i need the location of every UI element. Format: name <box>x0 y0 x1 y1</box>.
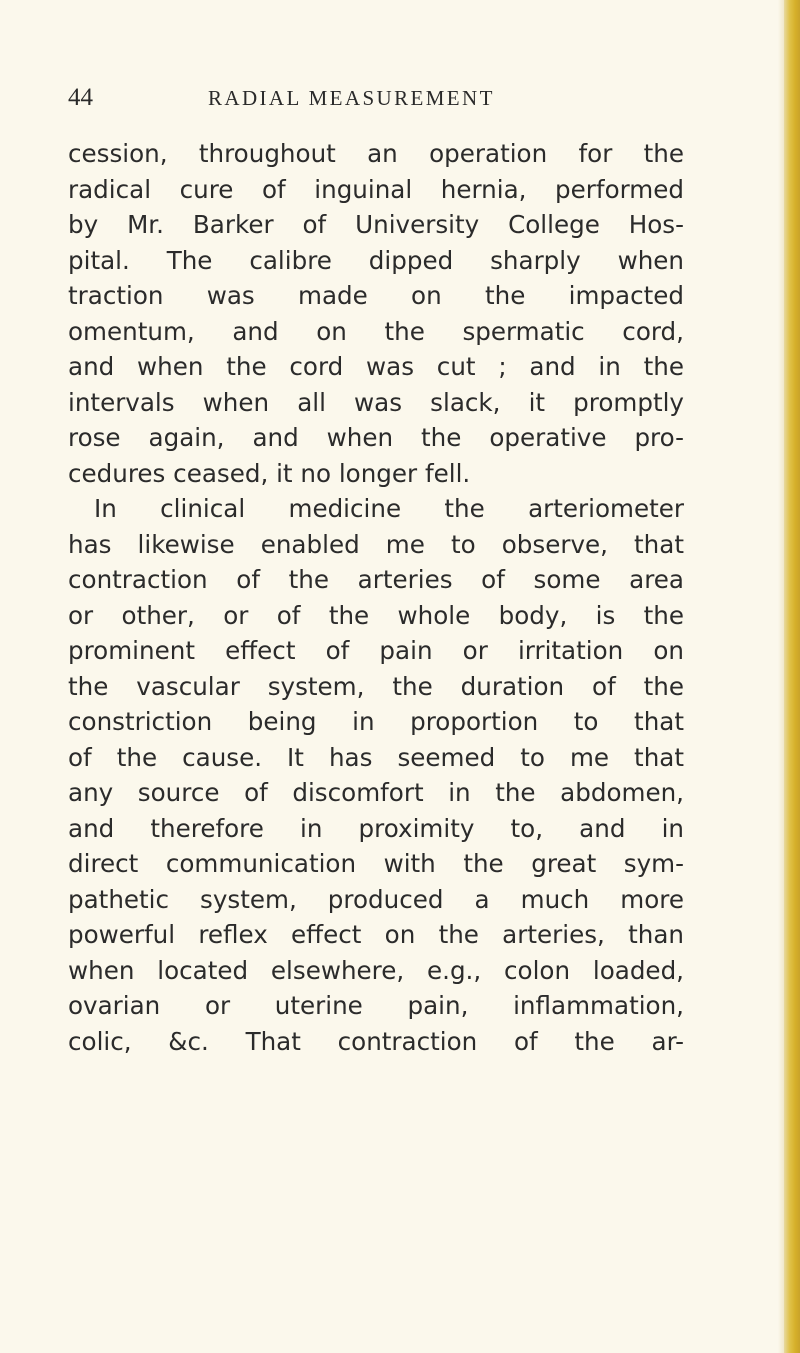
body-text <box>68 136 684 1059</box>
text-line: and when the cord was cut ; and in the <box>68 352 684 381</box>
paragraph-start-line: In clinical medicine the arteriometer <box>94 494 684 523</box>
page-header <box>68 82 684 122</box>
text-line: direct communication with the great sym- <box>68 849 684 878</box>
text-line: any source of discomfort in the abdomen, <box>68 778 684 807</box>
text-line: the vascular system, the duration of the <box>68 671 684 701</box>
text-line: rose again, and when the operative pro- <box>68 423 684 452</box>
text-line: pathetic system, produced a much more <box>68 884 684 914</box>
text-line: by Mr. Barker of University College Hos- <box>68 210 684 239</box>
text-line: ovarian or uterine pain, inflammation, <box>68 991 684 1020</box>
running-head: RADIAL MEASUREMENT <box>208 86 495 110</box>
text-line: when located elsewhere, e.g., colon loaded, <box>68 955 684 985</box>
text-line: intervals when all was slack, it promptly <box>68 387 684 417</box>
text-line: or other, or of the whole body, is the <box>68 600 684 630</box>
gilt-page-edge <box>784 0 800 1353</box>
text-line: pital. The calibre dipped sharply when <box>68 245 684 275</box>
page-number: 44 <box>68 84 93 111</box>
text-line: radical cure of inguinal hernia, performed <box>68 174 684 204</box>
text-line: contraction of the arteries of some area <box>68 565 684 594</box>
text-line: prominent effect of pain or irritation on <box>68 636 684 665</box>
text-line: omentum, and on the spermatic cord, <box>68 316 684 346</box>
text-line: and therefore in proximity to, and in <box>68 813 684 843</box>
text-line: traction was made on the impacted <box>68 281 684 310</box>
text-line: constriction being in proportion to that <box>68 707 684 736</box>
text-line: cession, throughout an operation for the <box>68 139 684 168</box>
text-line: of the cause. It has seemed to me that <box>68 742 684 772</box>
text-line: has likewise enabled me to observe, that <box>68 529 684 559</box>
paragraph-end-line: cedures ceased, it no longer fell. <box>68 458 471 488</box>
text-line: powerful reflex effect on the arteries, than <box>68 920 684 949</box>
text-line: colic, &c. That contraction of the ar- <box>68 1026 684 1056</box>
